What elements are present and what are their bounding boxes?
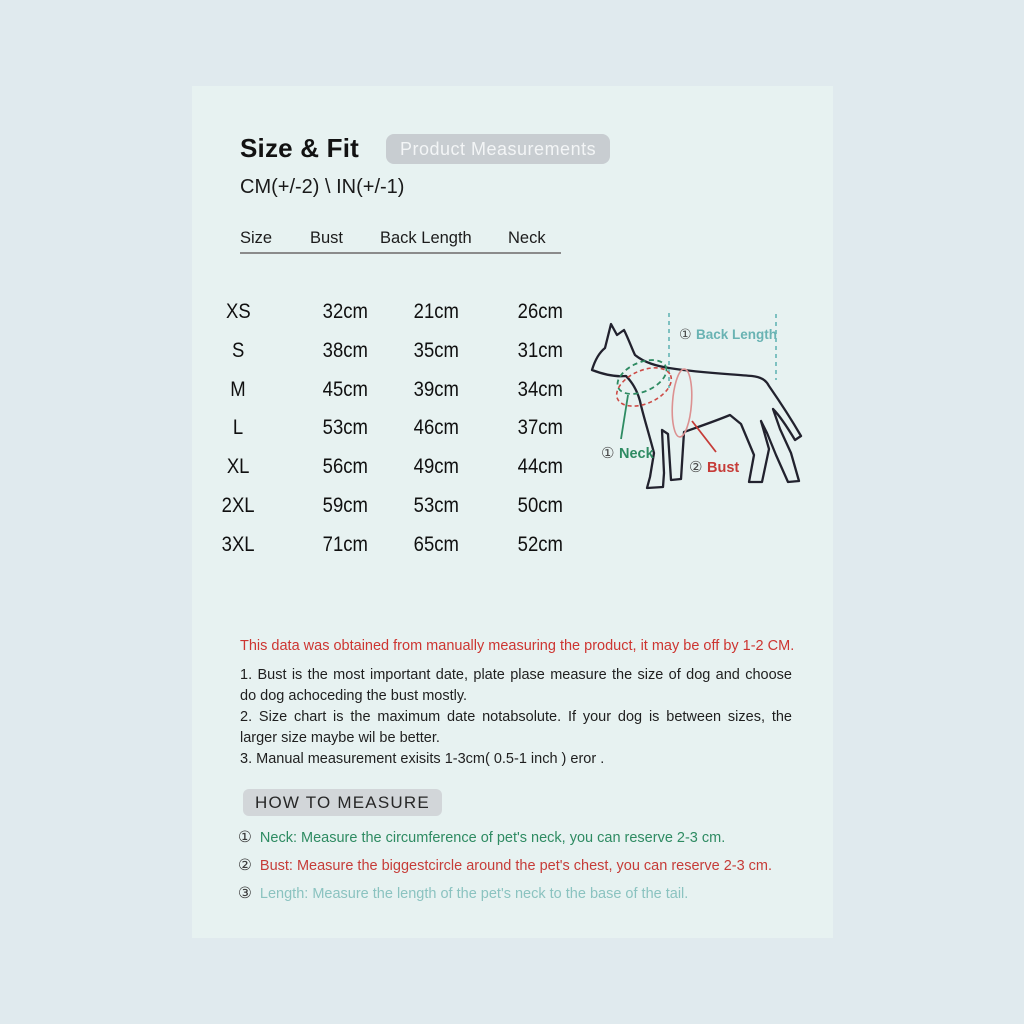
bust-cell: 56cm (322, 454, 368, 478)
bust-cell: 38cm (322, 338, 368, 362)
table-row (0, 331, 1024, 370)
dog-measurement-diagram (583, 303, 821, 503)
size-cell: M (230, 377, 246, 401)
bust-cell: 45cm (322, 377, 368, 401)
notes-list (240, 665, 792, 770)
size-cell: L (232, 415, 244, 439)
measure-text-length: Length: Measure the length of the pet's neck to the base of the tail. (259, 886, 689, 902)
measure-text-neck: Neck: Measure the circumference of pet's neck, you can reserve 2-3 cm. (259, 830, 726, 846)
back-length-cell: 49cm (413, 454, 459, 478)
table-row (0, 486, 1024, 525)
neck-pointer-line (621, 395, 628, 439)
how-to-measure-heading: HOW TO MEASURE (243, 789, 442, 816)
bust-cell: 53cm (322, 415, 368, 439)
column-header-size: Size (240, 229, 273, 247)
neck-cell: 50cm (517, 493, 563, 517)
neck-cell: 52cm (517, 532, 563, 556)
note-item: 3. Manual measurement exisits 1-3cm( 0.5-1 inch ) eror . (240, 751, 605, 767)
circled-three-icon: ③ (238, 885, 252, 902)
back-length-cell: 39cm (413, 377, 459, 401)
neck-cell: 34cm (517, 377, 563, 401)
back-length-cell: 35cm (413, 338, 459, 362)
measure-item-neck (238, 828, 838, 848)
measure-text-bust: Bust: Measure the biggestcircle around the pet's chest, you can reserve 2-3 cm. (259, 858, 773, 874)
bust-cell: 59cm (322, 493, 368, 517)
size-cell: 3XL (221, 532, 255, 556)
neck-cell: 31cm (517, 338, 563, 362)
page-title: Size & Fit (240, 133, 360, 163)
size-cell: S (231, 338, 245, 362)
neck-cell: 44cm (517, 454, 563, 478)
bust-label: Bust (707, 460, 740, 476)
neck-label: Neck (619, 446, 654, 462)
product-measurements-badge: Product Measurements (386, 134, 610, 164)
circled-two-icon: ② (238, 857, 252, 874)
note-item: 2. Size chart is the maximum date notabsolute. If your dog is between sizes, the larger size maybe wil be better. (240, 709, 792, 746)
back-length-cell: 21cm (413, 299, 459, 323)
bust-measure-ellipse (670, 368, 694, 437)
table-row (0, 447, 1024, 486)
column-header-back-length: Back Length (380, 229, 472, 247)
neck-cell: 26cm (517, 299, 563, 323)
size-cell: XL (226, 454, 250, 478)
tolerance-note: CM(+/-2) \ IN(+/-1) (240, 176, 405, 198)
back-length-number: ① (679, 326, 692, 342)
size-cell: 2XL (221, 493, 255, 517)
column-header-bust: Bust (310, 229, 344, 247)
column-header-neck: Neck (508, 229, 546, 247)
neck-number: ① (601, 445, 615, 462)
bust-number: ② (689, 459, 703, 476)
header-divider (240, 252, 561, 254)
bust-cell: 71cm (322, 532, 368, 556)
back-length-label: Back Length (696, 327, 778, 342)
back-length-cell: 53cm (413, 493, 459, 517)
back-length-cell: 65cm (413, 532, 459, 556)
measure-item-bust (238, 856, 838, 876)
bust-cell: 32cm (322, 299, 368, 323)
back-length-cell: 46cm (413, 415, 459, 439)
table-row (0, 525, 1024, 564)
measurement-disclaimer: This data was obtained from manually measuring the product, it may be off by 1-2 CM. (240, 638, 795, 654)
table-row (0, 370, 1024, 409)
note-item: 1. Bust is the most important date, plate plase measure the size of dog and choose do dog achoceding the bust mostly. (240, 667, 792, 704)
circled-one-icon: ① (238, 829, 252, 846)
measure-item-length (238, 884, 838, 904)
neck-cell: 37cm (517, 415, 563, 439)
table-row (0, 292, 1024, 331)
size-cell: XS (225, 299, 251, 323)
table-row (0, 408, 1024, 447)
